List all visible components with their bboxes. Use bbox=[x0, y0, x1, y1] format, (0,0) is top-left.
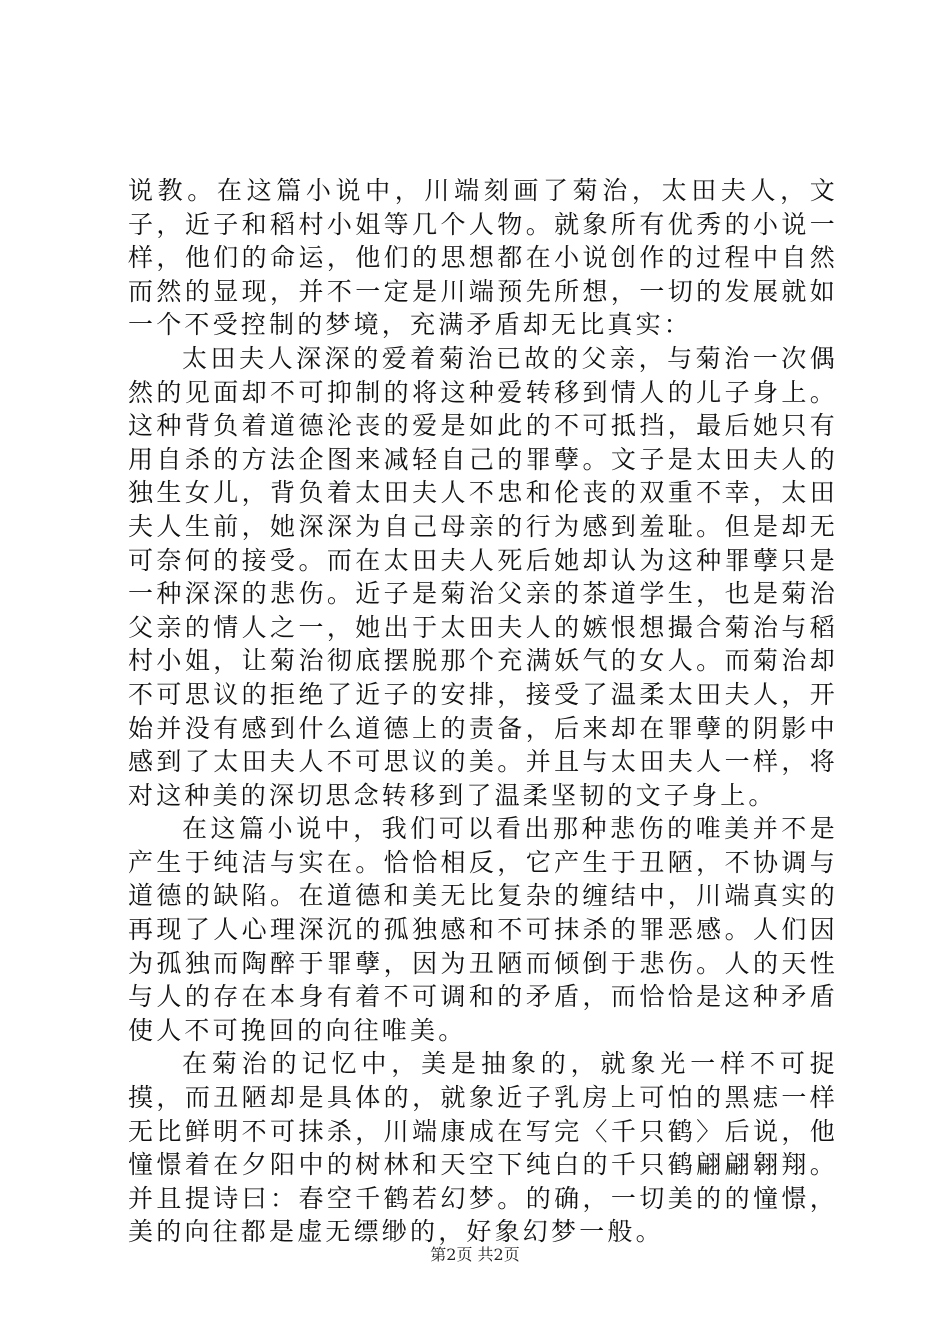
paragraph-3: 在这篇小说中，我们可以看出那种悲伤的唯美并不是产生于纯洁与实在。恰恰相反，它产生于丑陋，不协调与道德的缺陷。在道德和美无比复杂的缠结中，川端真实的再现了人心理深沉的孤独感和不可抹杀的罪恶感。人们因为孤独而陶醉于罪孽，因为丑陋而倾倒于悲伤。人的天性与人的存在本身有着不可调和的矛盾，而恰恰是这种矛盾使人不可挽回的向往唯美。 bbox=[128, 814, 838, 1045]
page-footer: 第2页 共2页 bbox=[430, 1245, 520, 1264]
paragraph-4: 在菊治的记忆中，美是抽象的，就象光一样不可捉摸，而丑陋却是具体的，就象近子乳房上可怕的黑痣一样无比鲜明不可抹杀，川端康成在写完〈千只鹤〉后说，他憧憬着在夕阳中的树林和天空下纯白的千只鹤翩翩翱翔。并且提诗曰：春空千鹤若幻梦。的确，一切美的的憧憬，美的向往都是虚无缥缈的，好象幻梦一般。 bbox=[128, 1049, 838, 1247]
paragraph-1: 说教。在这篇小说中，川端刻画了菊治，太田夫人，文子，近子和稻村小姐等几个人物。就象所有优秀的小说一样，他们的命运，他们的思想都在小说创作的过程中自然而然的显现，并不一定是川端预先所想，一切的发展就如一个不受控制的梦境，充满矛盾却无比真实： bbox=[128, 176, 838, 340]
body-text bbox=[128, 174, 838, 1249]
paragraph-2: 太田夫人深深的爱着菊治已故的父亲，与菊治一次偶然的见面却不可抑制的将这种爱转移到情人的儿子身上。这种背负着道德沦丧的爱是如此的不可抵挡，最后她只有用自杀的方法企图来减轻自己的罪孽。文子是太田夫人的独生女儿，背负着太田夫人不忠和伦丧的双重不幸，太田夫人生前，她深深为自己母亲的行为感到羞耻。但是却无可奈何的接受。而在太田夫人死后她却认为这种罪孽只是一种深深的悲伤。近子是菊治父亲的茶道学生，也是菊治父亲的情人之一，她出于太田夫人的嫉恨想撮合菊治与稻村小姐，让菊治彻底摆脱那个充满妖气的女人。而菊治却不可思议的拒绝了近子的安排，接受了温柔太田夫人，开始并没有感到什么道德上的责备，后来却在罪孽的阴影中感到了太田夫人不可思议的美。并且与太田夫人一样，将对这种美的深切思念转移到了温柔坚韧的文子身上。 bbox=[128, 343, 838, 810]
